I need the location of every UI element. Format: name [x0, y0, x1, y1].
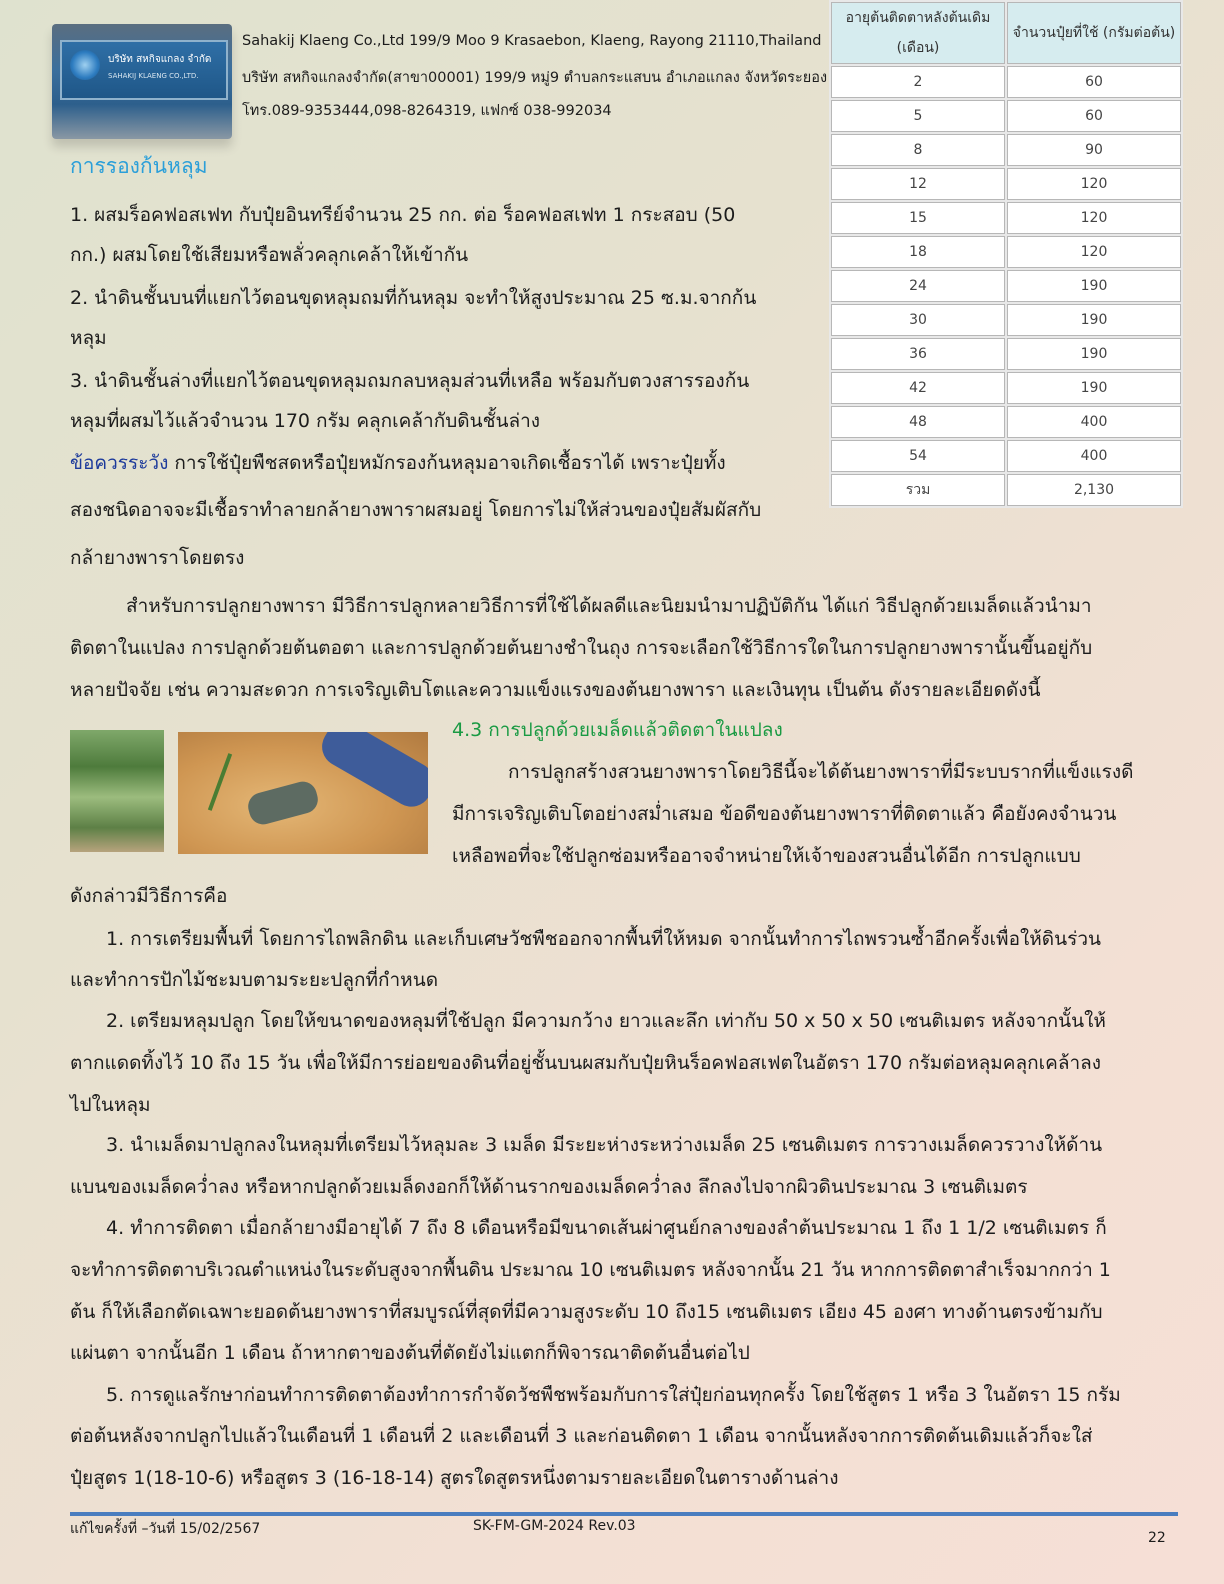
page-number: 22	[1148, 1530, 1166, 1546]
table-row	[831, 100, 1181, 132]
table-row	[831, 338, 1181, 370]
paragraph-line: กล้ายางพาราโดยตรง	[70, 547, 245, 569]
step-line: 5. การดูแลรักษาก่อนทำการติดตาต้องทำการกำจัดวัชพืชพร้อมกับการใส่ปุ๋ยก่อนทุกครั้ง โดยใช้สูตร 1 หรือ 3 ในอัตรา 15 กรัม	[106, 1384, 1121, 1406]
header-address-en: Sahakij Klaeng Co.,Ltd 199/9 Moo 9 Krasaebon, Klaeng, Rayong 21110,Thailand	[242, 33, 822, 49]
table-cell: 8	[831, 134, 1005, 166]
table-cell: 30	[831, 304, 1005, 336]
section-heading-4-3: 4.3 การปลูกด้วยเมล็ดแล้วติดตาในแปลง	[452, 719, 783, 741]
paragraph-line: 1. ผสมร็อคฟอสเฟท กับปุ๋ยอินทรีย์จำนวน 25 กก. ต่อ ร็อคฟอสเฟท 1 กระสอบ (50	[70, 204, 736, 226]
paragraph-line: หลุมที่ผสมไว้แล้วจำนวน 170 กรัม คลุกเคล้ากับดินชั้นล่าง	[70, 410, 541, 432]
table-total-row	[831, 474, 1181, 506]
fertilizer-table	[829, 0, 1183, 508]
table-row	[831, 440, 1181, 472]
table-cell: 400	[1007, 440, 1181, 472]
step-line: ปุ๋ยสูตร 1(18-10-6) หรือสูตร 3 (16-18-14) สูตรใดสูตรหนึ่งตามรายละเอียดในตารางด้านล่าง	[70, 1467, 839, 1489]
table-cell: รวม	[831, 474, 1005, 506]
step-line: แบนของเมล็ดคว่ำลง หรือหากปลูกด้วยเมล็ดงอกก็ให้ด้านรากของเมล็ดคว่ำลง ลึกลงไปจากผิวดินประมาณ 3 เซนติเมตร	[70, 1176, 1028, 1198]
table-row	[831, 168, 1181, 200]
table-cell: 18	[831, 236, 1005, 268]
intro-line: ติดตาในแปลง การปลูกด้วยต้นตอตา และการปลูกด้วยต้นยางชำในถุง การจะเลือกใช้วิธีการใดในการปลูกยางพารานั้นขึ้นอยู่กับ	[70, 637, 1093, 659]
table-row	[831, 406, 1181, 438]
rubber-seedlings-photo	[70, 730, 164, 852]
table-cell: 42	[831, 372, 1005, 404]
paragraph-line: มีการเจริญเติบโตอย่างสม่ำเสมอ ข้อดีของต้นยางพาราที่ติดตาแล้ว คือยังคงจำนวน	[452, 803, 1117, 825]
table-row	[831, 202, 1181, 234]
step-line: ตากแดดทิ้งไว้ 10 ถึง 15 วัน เพื่อให้มีการย่อยของดินที่อยู่ชั้นบนผสมกับปุ๋ยหินร็อคฟอสเฟตในอัตรา 170 กรัมต่อหลุมคลุกเคล้าลง	[70, 1052, 1102, 1074]
table-cell: 2	[831, 66, 1005, 98]
paragraph-line: หลุม	[70, 327, 107, 349]
header-contact: โทร.089-9353444,098-8264319, แฟกซ์ 038-992034	[242, 103, 612, 119]
table-row	[831, 66, 1181, 98]
logo-signboard	[60, 40, 228, 100]
logo-text-en: SAHAKIJ KLAENG CO.,LTD.	[108, 72, 199, 80]
table-cell: 190	[1007, 338, 1181, 370]
intro-line: หลายปัจจัย เช่น ความสะดวก การเจริญเติบโตและความแข็งแรงของต้นยางพารา และเงินทุน เป็นต้น ดังรายละเอียดดังนี้	[70, 679, 1041, 701]
logo-seal-icon	[70, 50, 100, 80]
seedling-stem-shape	[208, 753, 232, 811]
logo-text-th: บริษัท สหกิจแกลง จำกัด	[108, 54, 212, 65]
table-row	[831, 304, 1181, 336]
table-cell: 2,130	[1007, 474, 1181, 506]
paragraph-line: การปลูกสร้างสวนยางพาราโดยวิธีนี้จะได้ต้นยางพาราที่มีระบบรากที่แข็งแรงดี	[508, 761, 1134, 783]
warning-text: การใช้ปุ๋ยพืชสดหรือปุ๋ยหมักรองก้นหลุมอาจเกิดเชื้อราได้ เพราะปุ๋ยทั้ง	[168, 452, 726, 474]
table-cell: 24	[831, 270, 1005, 302]
footer-doc-code: SK-FM-GM-2024 Rev.03	[473, 1518, 636, 1534]
warning-line	[70, 448, 726, 478]
table-cell: 120	[1007, 202, 1181, 234]
planting-seedling-photo	[178, 732, 428, 854]
paragraph-line: สองชนิดอาจจะมีเชื้อราทำลายกล้ายางพาราผสมอยู่ โดยการไม่ให้ส่วนของปุ๋ยสัมผัสกับ	[70, 499, 762, 521]
table-header-amount: จำนวนปุ๋ยที่ใช้ (กรัมต่อต้น)	[1007, 2, 1181, 64]
step-line: แผ่นตา จากนั้นอีก 1 เดือน ถ้าหากตาของต้นที่ตัดยังไม่แตกก็พิจารณาติดต้นอื่นต่อไป	[70, 1342, 750, 1364]
paragraph-line: ดังกล่าวมีวิธีการคือ	[70, 885, 228, 907]
table-cell: 60	[1007, 100, 1181, 132]
table-cell: 120	[1007, 236, 1181, 268]
step-line: ต่อต้นหลังจากปลูกไปแล้วในเดือนที่ 1 เดือนที่ 2 และเดือนที่ 3 และก่อนติดตา 1 เดือน จากนั้นหลังจากการติดต้นเดิมแล้วก็จะใส่	[70, 1425, 1093, 1447]
step-line: 1. การเตรียมพื้นที่ โดยการไถพลิกดิน และเก็บเศษวัชพืชออกจากพื้นที่ให้หมด จากนั้นทำการไถพรวนซ้ำอีกครั้งเพื่อให้ดินร่วน	[106, 928, 1101, 950]
table-cell: 15	[831, 202, 1005, 234]
table-cell: 400	[1007, 406, 1181, 438]
table-cell: 120	[1007, 168, 1181, 200]
table-cell: 90	[1007, 134, 1181, 166]
table-row	[831, 236, 1181, 268]
warning-label: ข้อควรระวัง	[70, 452, 169, 474]
footer-revision: แก้ไขครั้งที่ –วันที่ 15/02/2567	[70, 1521, 261, 1537]
table-header-age: อายุต้นติดตาหลังต้นเดิม (เดือน)	[831, 2, 1005, 64]
step-line: ไปในหลุม	[70, 1094, 151, 1116]
paragraph-line: 3. นำดินชั้นล่างที่แยกไว้ตอนขุดหลุมถมกลบหลุมส่วนที่เหลือ พร้อมกับตวงสารรองก้น	[70, 370, 750, 392]
arm-shape	[315, 732, 428, 814]
glove-shape	[245, 778, 321, 827]
paragraph-line: 2. นำดินชั้นบนที่แยกไว้ตอนขุดหลุมถมที่ก้นหลุม จะทำให้สูงประมาณ 25 ซ.ม.จากก้น	[70, 287, 757, 309]
table-cell: 48	[831, 406, 1005, 438]
step-line: 2. เตรียมหลุมปลูก โดยให้ขนาดของหลุมที่ใช้ปลูก มีความกว้าง ยาวและลึก เท่ากับ 50 x 50 x 50 เซนติเมตร หลังจากนั้นให้	[106, 1010, 1106, 1032]
step-line: 3. นำเมล็ดมาปลูกลงในหลุมที่เตรียมไว้หลุมละ 3 เมล็ด มีระยะห่างระหว่างเมล็ด 25 เซนติเมตร การวางเมล็ดควรวางให้ด้าน	[106, 1134, 1103, 1156]
section-heading-pit-base: การรองก้นหลุม	[70, 154, 208, 178]
table-cell: 190	[1007, 304, 1181, 336]
table-cell: 60	[1007, 66, 1181, 98]
step-line: และทำการปักไม้ชะมบตามระยะปลูกที่กำหนด	[70, 969, 439, 991]
intro-line: สำหรับการปลูกยางพารา มีวิธีการปลูกหลายวิธีการที่ใช้ได้ผลดีและนิยมนำมาปฏิบัติกัน ได้แก่ วิธีปลูกด้วยเมล็ดแล้วนำมา	[126, 595, 1092, 617]
table-cell: 54	[831, 440, 1005, 472]
table-row	[831, 134, 1181, 166]
header-address-th: บริษัท สหกิจแกลงจำกัด(สาขา00001) 199/9 หมู่9 ตำบลกระแสบน อำเภอแกลง จังหวัดระยอง	[242, 70, 827, 86]
paragraph-line: เหลือพอที่จะใช้ปลูกซ่อมหรืออาจจำหน่ายให้เจ้าของสวนอื่นได้อีก การปลูกแบบ	[452, 845, 1081, 867]
company-logo-photo	[52, 24, 232, 139]
step-line: ต้น ก็ให้เลือกตัดเฉพาะยอดต้นยางพาราที่สมบูรณ์ที่สุดที่มีความสูงระดับ 10 ถึง15 เซนติเมตร เอียง 45 องศา ทางด้านตรงข้ามกับ	[70, 1301, 1103, 1323]
table-row	[831, 270, 1181, 302]
table-cell: 5	[831, 100, 1005, 132]
step-line: 4. ทำการติดตา เมื่อกล้ายางมีอายุได้ 7 ถึง 8 เดือนหรือมีขนาดเส้นผ่าศูนย์กลางของลำต้นประมาณ 1 ถึง 1 1/2 เซนติเมตร ก็	[106, 1217, 1107, 1239]
table-cell: 12	[831, 168, 1005, 200]
step-line: จะทำการติดตาบริเวณตำแหน่งในระดับสูงจากพื้นดิน ประมาณ 10 เซนติเมตร หลังจากนั้น 21 วัน หากการติดตาสำเร็จมากกว่า 1	[70, 1259, 1111, 1281]
footer-rule	[70, 1512, 1178, 1516]
table-cell: 36	[831, 338, 1005, 370]
paragraph-line: กก.) ผสมโดยใช้เสียมหรือพลั่วคลุกเคล้าให้เข้ากัน	[70, 244, 469, 266]
table-cell: 190	[1007, 270, 1181, 302]
table-row	[831, 372, 1181, 404]
table-cell: 190	[1007, 372, 1181, 404]
